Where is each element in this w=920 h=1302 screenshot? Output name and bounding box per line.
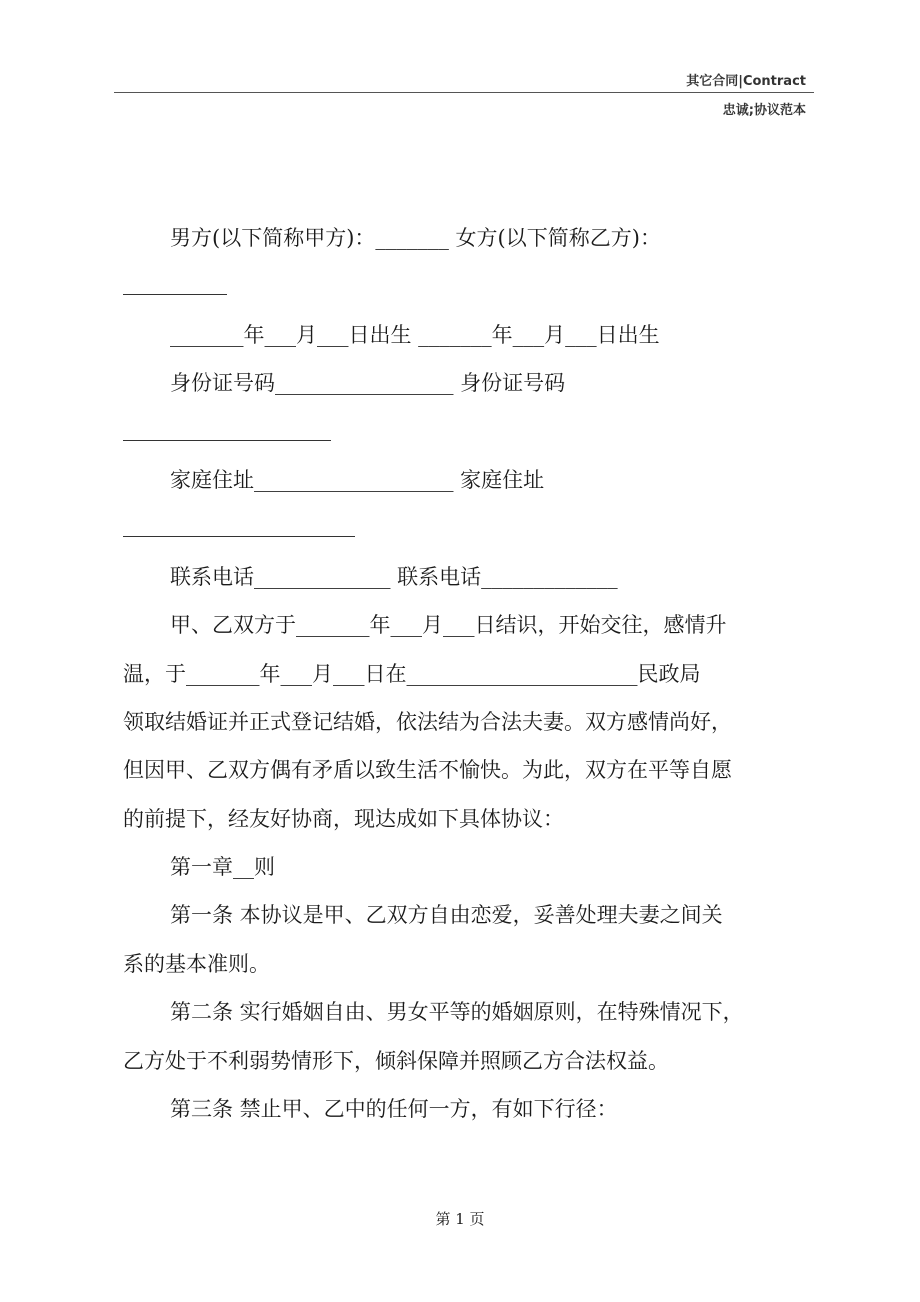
party-names-line: 男方(以下简称甲方)：_______ 女方(以下简称乙方)：	[170, 226, 661, 250]
intro-paragraph-line: 但因甲、乙双方偶有矛盾以致生活不愉快。为此，双方在平等自愿	[123, 758, 732, 783]
birth-date-line: _______年___月___日出生 _______年___月___日出生	[170, 322, 660, 347]
page-number: 第 1 页	[435, 1210, 485, 1228]
party-b-id-blank	[123, 408, 799, 456]
article-2-line: 第二条 实行婚姻自由、男女平等的婚姻原则，在特殊情况下，	[170, 1000, 744, 1025]
header-category: 其它合同|Contract	[686, 74, 806, 89]
article-2-line: 乙方处于不利弱势情形下，倾斜保障并照顾乙方合法权益。	[123, 1048, 669, 1073]
intro-paragraph-line: 领取结婚证并正式登记结婚，依法结为合法夫妻。双方感情尚好，	[123, 709, 732, 734]
intro-paragraph-line: 的前提下，经友好协商，现达成如下具体协议：	[123, 806, 564, 831]
page-header	[114, 62, 814, 122]
article-3-line: 第三条 禁止甲、乙中的任何一方，有如下行径：	[170, 1097, 618, 1122]
intro-paragraph-line: 甲、乙双方于_______年___月___日结识，开始交往，感情升	[170, 613, 727, 638]
article-1-line: 第一条 本协议是甲、乙双方自由恋爱，妥善处理夫妻之间关	[170, 903, 723, 928]
article-1-line: 系的基本准则。	[123, 951, 270, 976]
id-number-line: 身份证号码_________________ 身份证号码	[170, 371, 566, 396]
party-b-address-blank	[123, 504, 799, 552]
document-body	[123, 214, 799, 1133]
header-divider	[114, 92, 814, 93]
intro-paragraph-line: 温，于_______年___月___日在______________________民政局	[123, 661, 701, 686]
phone-line: 联系电话_____________ 联系电话_____________	[170, 564, 618, 589]
home-address-line: 家庭住址___________________ 家庭住址	[170, 467, 545, 492]
header-slogan: 忠诚;协议范本	[722, 103, 806, 118]
chapter-title: 第一章__则	[170, 855, 275, 880]
party-b-name-blank	[123, 262, 799, 310]
